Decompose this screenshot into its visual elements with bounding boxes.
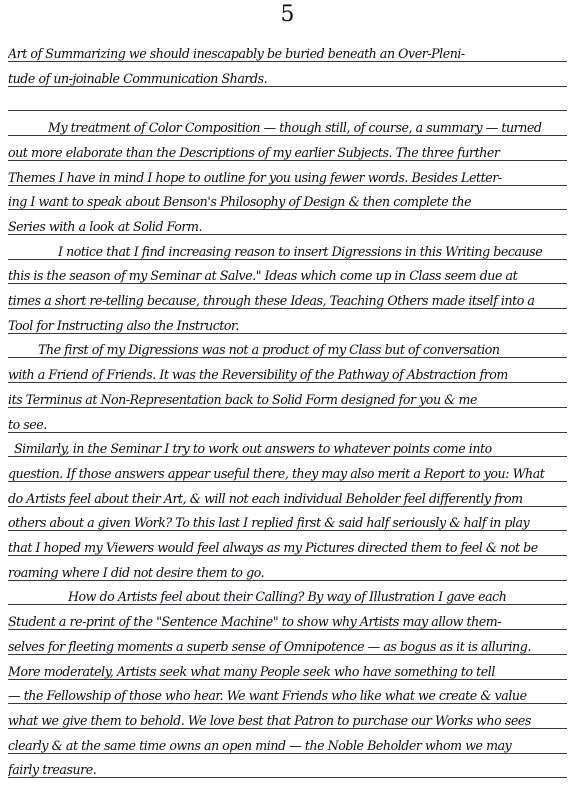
ruled-line: [8, 506, 567, 507]
text-line: out more elaborate than the Descriptions of my earlier Subjects. The three further: [8, 145, 500, 160]
ruled-line: [8, 308, 567, 309]
text-line: times a short re-telling because, through these Ideas, Teaching Others made itself into a: [8, 294, 535, 308]
text-line: — the Fellowship of those who hear. We want Friends who like what we create & value: [8, 689, 527, 704]
text-line: How do Artists feel about their Calling? By way of Illustration I gave each: [68, 590, 507, 605]
text-line: clearly & at the same time owns an open mind — the Noble Beholder whom we may: [8, 738, 512, 753]
text-line: I notice that I find increasing reason to insert Digressions in this Writing because: [58, 244, 543, 259]
text-line: what we give them to behold. We love best that Patron to purchase our Works who sees: [8, 713, 531, 728]
ruled-line: [8, 283, 567, 284]
ruled-line: [8, 456, 567, 457]
page-number: 5: [280, 2, 295, 27]
text-line: Themes I have in mind I hope to outline for you using fewer words. Besides Letter-: [8, 170, 502, 185]
ruled-line: [8, 481, 567, 482]
ruled-line: [8, 629, 567, 630]
ruled-line: [8, 555, 567, 556]
ruled-line: [8, 604, 567, 605]
ruled-line: [8, 185, 567, 186]
ruled-line: [8, 357, 567, 358]
text-line: ing I want to speak about Benson's Philosophy of Design & then complete the: [8, 195, 472, 210]
text-line: Similarly, in the Seminar I try to work out answers to whatever points come into: [14, 442, 492, 457]
text-line: that I hoped my Viewers would feel always as my Pictures directed them to feel & not be: [8, 541, 538, 555]
text-line: question. If those answers appear useful there, they may also merit a Report to you: What: [8, 466, 545, 481]
ruled-line: [8, 703, 567, 704]
ruled-line: [8, 407, 567, 408]
text-line: The first of my Digressions was not a product of my Class but of conversation: [38, 343, 500, 358]
text-line: others about a given Work? To this last I replied first & said half seriously & half in play: [8, 516, 530, 531]
text-line: Tool for Instructing also the Instructor.: [8, 318, 239, 333]
ruled-line: [8, 753, 567, 754]
text-line: with a Friend of Friends. It was the Reversibility of the Pathway of Abstraction from: [8, 368, 508, 383]
text-line: fairly treasure.: [8, 763, 97, 778]
ruled-line: [8, 654, 567, 655]
text-line: More moderately, Artists seek what many People seek who have something to tell: [8, 664, 495, 679]
ruled-line: [8, 86, 567, 87]
ruled-line: [8, 777, 567, 778]
ruled-line: [8, 160, 567, 161]
ruled-line: [8, 679, 567, 680]
ruled-line: [8, 110, 567, 111]
text-line: roaming where I did not desire them to go.: [8, 565, 265, 580]
text-line: My treatment of Color Composition — though still, of course, a summary — turned: [48, 121, 542, 136]
text-line: Series with a look at Solid Form.: [8, 219, 203, 234]
text-line: Art of Summarizing we should inescapably be buried beneath an Over-Pleni-: [8, 47, 465, 61]
ruled-line: [8, 728, 567, 729]
text-line: do Artists feel about their Art, & will not each individual Beholder feel differently from: [8, 491, 523, 506]
ruled-line: [8, 209, 567, 210]
ruled-line: [8, 382, 567, 383]
text-line: to see.: [8, 417, 47, 432]
ruled-line: [8, 333, 567, 334]
text-line: its Terminus at Non-Representation back to Solid Form designed for you & me: [8, 392, 477, 407]
text-line: [8, 96, 567, 110]
text-line: this is the season of my Seminar at Salve." Ideas which come up in Class seem due at: [8, 269, 518, 284]
ruled-line: [8, 135, 567, 136]
ruled-line: [8, 432, 567, 433]
text-line: tude of un-joinable Communication Shards.: [8, 71, 268, 86]
ruled-line: [8, 530, 567, 531]
ruled-line: [8, 259, 567, 260]
text-line: Student a re-print of the "Sentence Machine" to show why Artists may allow them-: [8, 615, 502, 630]
ruled-line: [8, 61, 567, 62]
ruled-line: [8, 234, 567, 235]
ruled-line: [8, 580, 567, 581]
text-line: selves for fleeting moments a superb sense of Omnipotence — as bogus as it is alluring.: [8, 639, 531, 654]
